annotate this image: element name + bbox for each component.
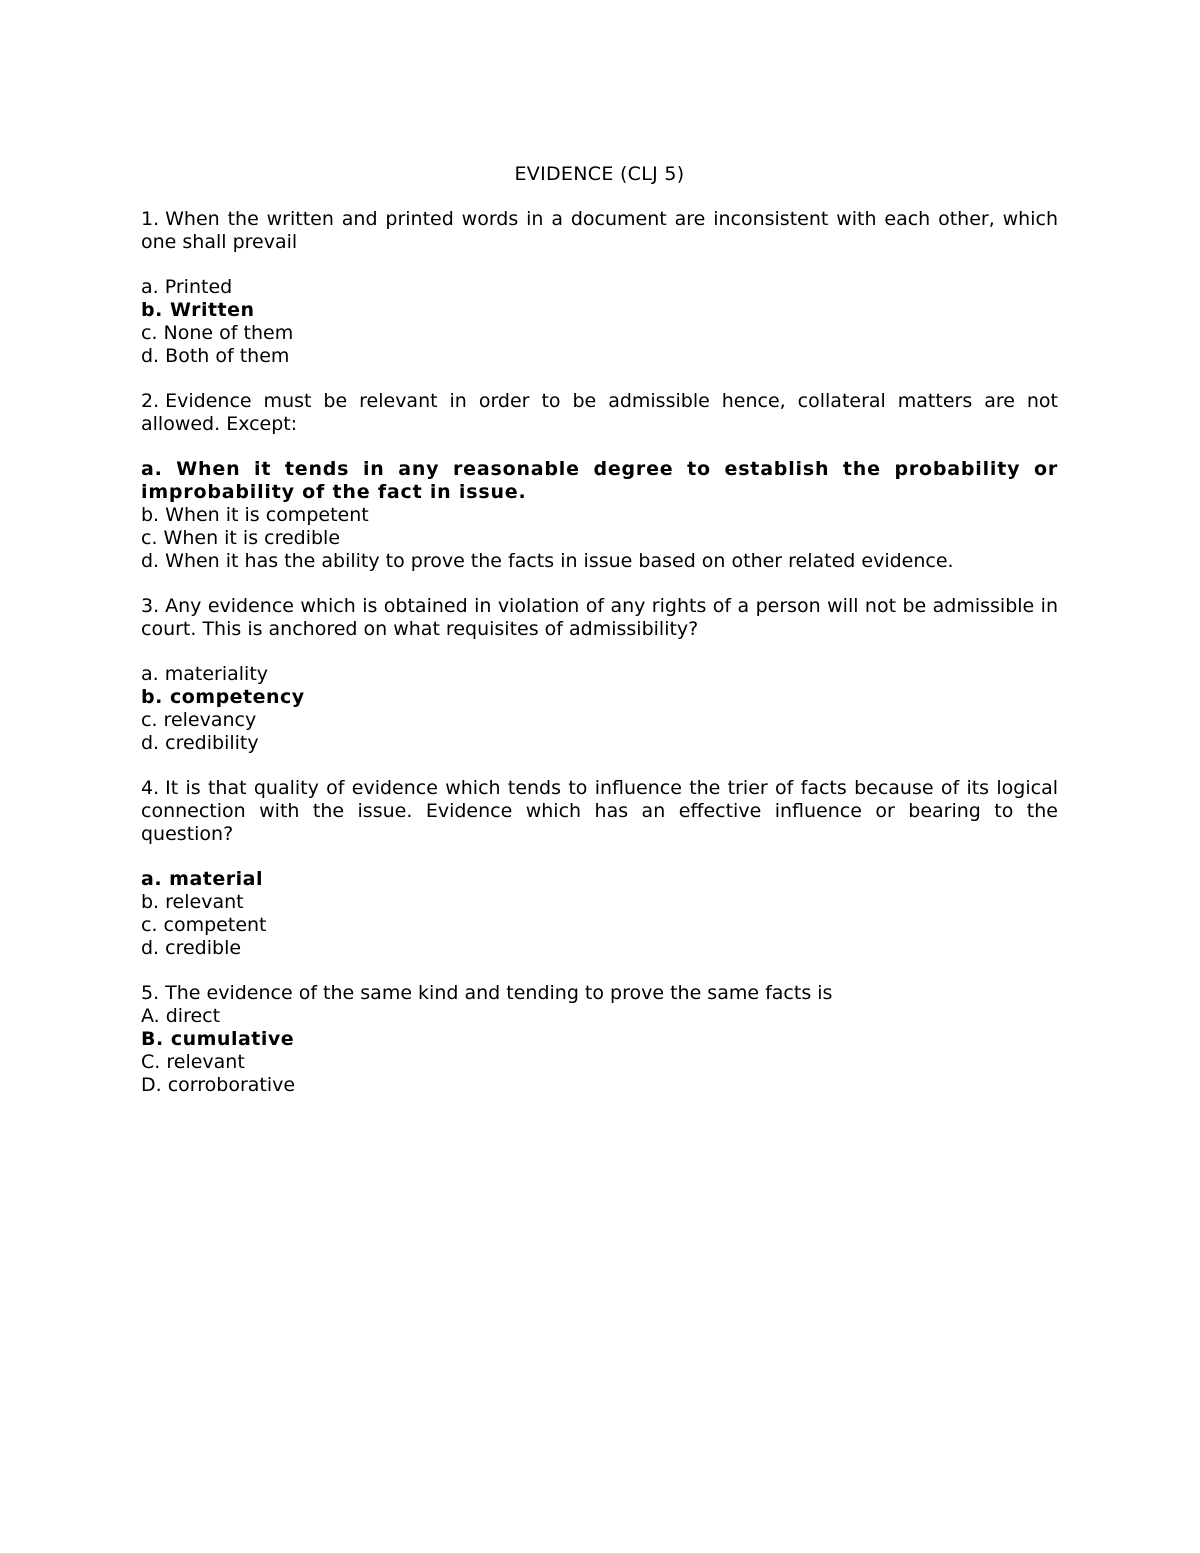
option-c <box>141 527 1058 550</box>
option-text: None of them <box>163 322 294 344</box>
question-body: The evidence of the same kind and tending to prove the same facts is <box>165 982 833 1004</box>
question-text <box>141 208 1058 254</box>
question-1 <box>141 208 1058 368</box>
option-text: direct <box>165 1005 221 1027</box>
option-label: c. <box>141 527 158 549</box>
option-a-correct <box>141 458 1058 504</box>
option-text: materiality <box>164 663 269 685</box>
option-label: a. <box>141 276 159 298</box>
option-label: D. <box>141 1074 162 1096</box>
option-b <box>141 891 1058 914</box>
option-text: Printed <box>164 276 233 298</box>
option-label: A. <box>141 1005 160 1027</box>
option-label: d. <box>141 345 160 367</box>
option-a-correct <box>141 868 1058 891</box>
question-5 <box>141 982 1058 1097</box>
option-label: c. <box>141 914 158 936</box>
option-list <box>141 458 1058 573</box>
option-text: When it tends in any reasonable degree to establish the probability or improbability of the fact in issue. <box>141 458 1058 503</box>
question-text <box>141 390 1058 436</box>
option-text: material <box>169 868 263 890</box>
question-text <box>141 982 1058 1005</box>
option-text: Written <box>169 299 255 321</box>
option-text: credible <box>165 937 242 959</box>
option-text: competency <box>169 686 305 708</box>
question-body: Any evidence which is obtained in violation of any rights of a person will not be admissible in court. This is anchored on what requisites of admissibility? <box>141 595 1058 640</box>
option-label: a. <box>141 458 163 480</box>
question-text <box>141 777 1058 846</box>
option-text: competent <box>163 914 267 936</box>
option-b-correct <box>141 1028 1058 1051</box>
option-c <box>141 709 1058 732</box>
question-text <box>141 595 1058 641</box>
question-body: Evidence must be relevant in order to be admissible hence, collateral matters are not allowed. Except: <box>141 390 1058 435</box>
option-label: b. <box>141 504 160 526</box>
question-number: 4. <box>141 777 160 799</box>
option-label: d. <box>141 550 160 572</box>
option-label: b. <box>141 891 160 913</box>
option-list <box>141 1005 1058 1097</box>
option-text: cumulative <box>170 1028 295 1050</box>
option-d <box>141 550 1058 573</box>
option-text: When it has the ability to prove the facts in issue based on other related evidence. <box>165 550 954 572</box>
option-d <box>141 732 1058 755</box>
option-label: d. <box>141 732 160 754</box>
option-text: When it is credible <box>163 527 341 549</box>
option-label: c. <box>141 322 158 344</box>
option-b-correct <box>141 686 1058 709</box>
option-c <box>141 914 1058 937</box>
option-label: b. <box>141 299 163 321</box>
option-text: relevant <box>166 1051 245 1073</box>
page-title: EVIDENCE (CLJ 5) <box>514 163 685 185</box>
question-2 <box>141 390 1058 573</box>
question-body: When the written and printed words in a document are inconsistent with each other, which one shall prevail <box>141 208 1058 253</box>
option-label: b. <box>141 686 163 708</box>
option-c <box>141 1051 1058 1074</box>
option-list <box>141 663 1058 755</box>
document-content <box>141 163 1058 1119</box>
option-a <box>141 276 1058 299</box>
option-label: a. <box>141 663 159 685</box>
option-text: relevant <box>165 891 244 913</box>
option-label: B. <box>141 1028 164 1050</box>
option-a <box>141 1005 1058 1028</box>
option-d <box>141 937 1058 960</box>
question-body: It is that quality of evidence which tends to influence the trier of facts because of its logical connection with the issue. Evidence which has an effective influence or bearing to the question? <box>141 777 1058 845</box>
option-d <box>141 1074 1058 1097</box>
option-b <box>141 504 1058 527</box>
option-text: relevancy <box>163 709 257 731</box>
question-number: 5. <box>141 982 160 1004</box>
option-text: credibility <box>165 732 259 754</box>
option-d <box>141 345 1058 368</box>
question-number: 2. <box>141 390 160 412</box>
option-a <box>141 663 1058 686</box>
option-label: C. <box>141 1051 161 1073</box>
option-c <box>141 322 1058 345</box>
question-3 <box>141 595 1058 755</box>
question-4 <box>141 777 1058 960</box>
option-b-correct <box>141 299 1058 322</box>
question-number: 3. <box>141 595 160 617</box>
option-label: a. <box>141 868 163 890</box>
question-number: 1. <box>141 208 160 230</box>
option-list <box>141 868 1058 960</box>
option-list <box>141 276 1058 368</box>
option-label: d. <box>141 937 160 959</box>
option-text: corroborative <box>167 1074 296 1096</box>
option-label: c. <box>141 709 158 731</box>
option-text: Both of them <box>165 345 290 367</box>
option-text: When it is competent <box>165 504 369 526</box>
